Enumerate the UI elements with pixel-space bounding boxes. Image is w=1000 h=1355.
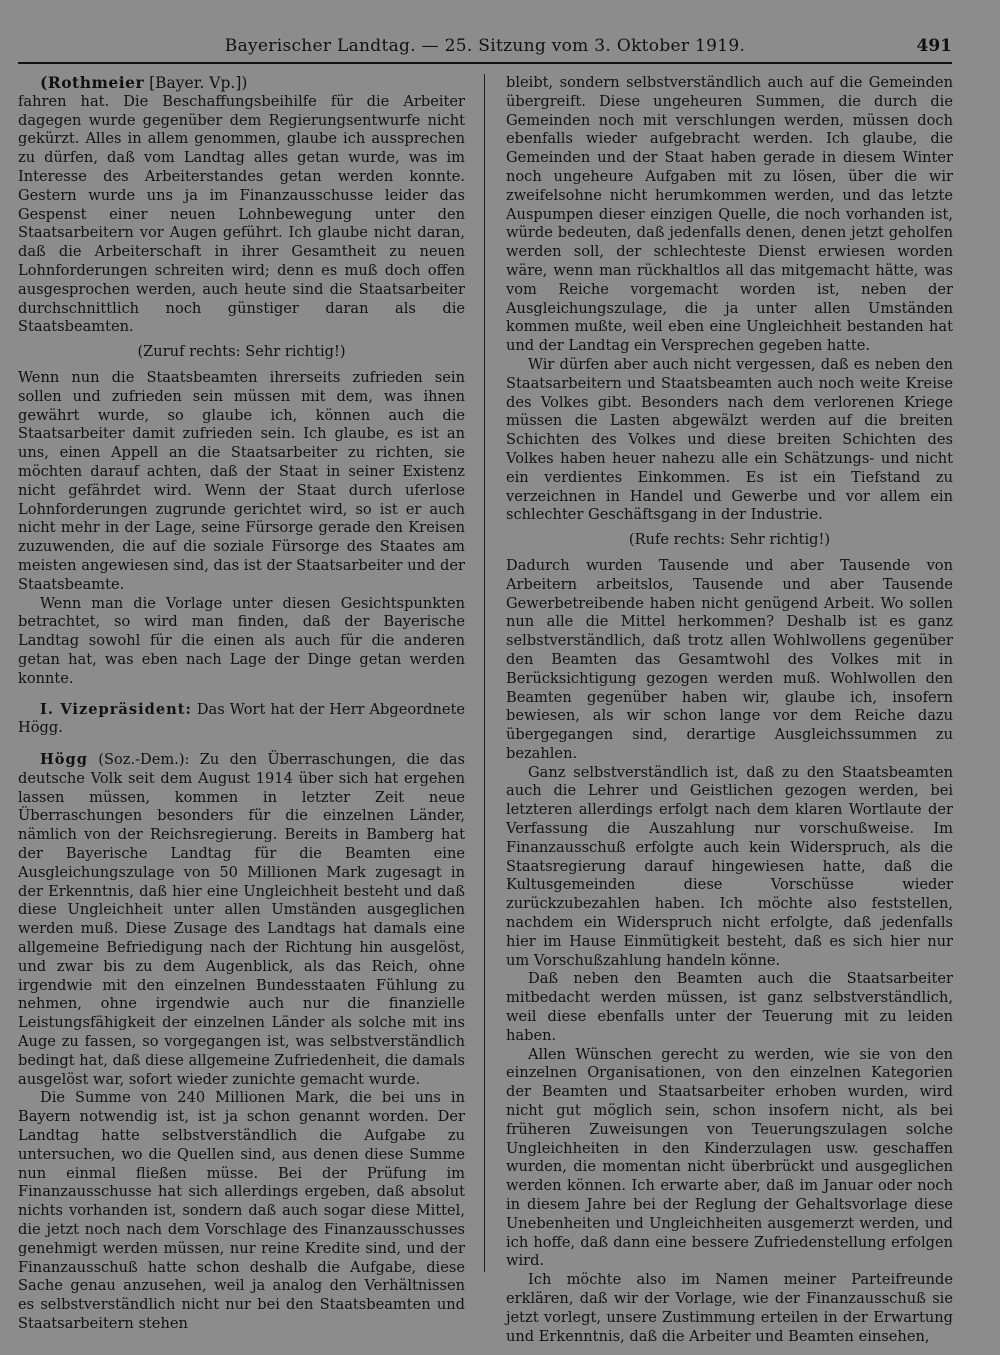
interjection: (Zuruf rechts: Sehr richtig!) — [137, 343, 346, 361]
speech-text: (Soz.-Dem.): Zu den Überraschungen, die das deutsche Volk seit dem August 1914 über sich hat ergehen lassen müssen, kommen in letzter Zeit neue Überraschungen besonders für die einzelnen Länder, nämlich von der Reichsregierung. Bereits in Bamberg hat der Bayerische Landtag für die Beamten eine Ausgleichungszulage von 50 Millionen Mark zugesagt in der Erkenntnis, daß hier eine Ungleichheit besteht und daß diese Ungleichheit unter allen Umständen ausgeglichen werden muß. Diese Zusage des Landtags hat damals eine allgemeine Befriedigung nach der Richtung hin ausgelöst, und zwar bis zu dem Augenblick, als das Reich, ohne irgendwie mit den einzelnen Bundesstaaten Fühlung zu nehmen, ohne irgendwie auch nur die finanzielle Leistungsfähigkeit der einzelnen Länder als solche mit ins Auge zu fassen, so vorgegangen ist, was selbstverständlich bedingt hat, daß diese allgemeine Zufriedenheit, die damals ausgelöst war, sofort wieder zunichte gemacht wurde. — [18, 751, 466, 1088]
paragraph: Ich möchte also im Namen meiner Parteifreunde erklären, daß wir der Vorlage, wie der Finanzausschuß sie jetzt vorlegt, unsere Zustimmung erteilen in der Erwartung und Erkenntnis, daß die Arbeiter und Beamten einsehen, — [506, 1271, 953, 1345]
paragraph: Wenn man die Vorlage unter diesen Gesichtspunkten betrachtet, so wird man finden, daß der Bayerische Landtag sowohl für die einen als auch für die anderen getan hat, was eben nach Lage der Dinge getan werden konnte. — [18, 594, 465, 687]
speaker-party: [Bayer. Vp.]) — [149, 74, 248, 92]
paragraph: Allen Wünschen gerecht zu werden, wie sie von den einzelnen Organisationen, von den einzelnen Kategorien der Beamten und Staatsarbeiter erhoben wurden, wird nicht gut möglich sein, schon insofern nicht, als bei früheren Zuweisungen von Teuerungszulagen solche Ungleichheiten in den Kinderzulagen usw. geschaffen wurden, die momentan nicht überbrückt und ausgeglichen werden können. Ich erwarte aber, daß im Januar oder noch in diesem Jahre bei der Reglung der Gehaltsvorlage diese Unebenheiten und Ungleichheiten ausgemerzt werden, und ich hoffe, daß dann eine bessere Zufriedenstellung erfolgen wird. — [506, 1045, 953, 1270]
speaker-continuation-heading — [18, 74, 465, 93]
paragraph: Die Summe von 240 Millionen Mark, die bei uns in Bayern notwendig ist, ist ja schon genannt worden. Der Landtag hatte selbstverständlich die Aufgabe zu untersuchen, wo die Quellen sind, aus denen diese Summe nun einmal fließen müsse. Bei der Prüfung im Finanzausschusse hat sich allerdings ergeben, daß absolut nichts vorhanden ist, sondern daß auch sogar diese Mittel, die jetzt noch nach dem Vorschlage des Finanzausschusses genehmigt werden müssen, nur reine Kredite sind, und der Finanzausschuß hatte schon deshalb die Aufgabe, diese Sache genau anzusehen, weil ja analog den Verhältnissen es selbstverständlich nicht nur bei den Staatsbeamten und Staatsarbeitern stehen — [18, 1089, 465, 1332]
running-title: Bayerischer Landtag. — 25. Sitzung vom 3. Oktober 1919. — [224, 36, 746, 56]
vice-president-remark — [18, 701, 465, 739]
interjection: (Rufe rechts: Sehr richtig!) — [628, 531, 831, 549]
column-divider — [484, 74, 485, 1272]
paragraph: Dadurch wurden Tausende und aber Tausende von Arbeitern arbeitslos, Tausende und aber Tausende Gewerbetreibende haben nicht genügend Arbeit. Wo sollen nun alle die Mittel herkommen? Deshalb ist es ganz selbstverständlich, daß trotz allen Wohlwollens gegenüber den Beamten das Gesamtwohl des Volkes mit in Berücksichtigung gezogen werden muß. Wohlwollen den Beamten gegenüber haben wir, glaube ich, insofern bewiesen, als wir schon lange vor dem Reiche dazu übergegangen sind, derartige Ausgleichssummen zu bezahlen. — [506, 556, 953, 762]
speaker-name: Högg — [40, 751, 88, 769]
page-header — [18, 34, 952, 64]
speech-hoegg — [18, 751, 465, 1089]
paragraph: Ganz selbstverständlich ist, daß zu den Staatsbeamten auch die Lehrer und Geistlichen gezogen werden, bei letzteren allerdings erfolgt nach dem klaren Wortlaute der Verfassung die Auszahlung nur vorschußweise. Im Finanzausschuß erfolgte auch kein Widerspruch, als die Staatsregierung darauf hingewiesen hatte, daß die Kultusgemeinden diese Vorschüsse wieder zurückzubezahlen haben. Ich möchte also feststellen, nachdem ein Widerspruch nicht erfolgte, daß jedenfalls hier im Hause Einmütigkeit besteht, daß es sich hier nur um Vorschußzahlung handeln könne. — [506, 763, 953, 969]
page-number: 491 — [916, 36, 952, 56]
left-column — [18, 74, 465, 1334]
paragraph: Daß neben den Beamten auch die Staatsarbeiter mitbedacht werden müssen, ist ganz selbstverständlich, weil diese ebenfalls unter der Teuerung mit zu leiden haben. — [506, 970, 953, 1044]
right-column — [506, 74, 953, 1346]
paragraph: fahren hat. Die Beschaffungsbeihilfe für die Arbeiter dagegen wurde gegenüber dem Regierungsentwurfe nicht gekürzt. Alles in allem genommen, glaube ich aussprechen zu dürfen, daß vom Landtag alles getan wurde, was im Interesse des Arbeiterstandes getan werden konnte. Gestern wurde uns ja im Finanzausschusse leider das Gespenst einer neuen Lohnbewegung unter den Staatsarbeitern vor Augen geführt. Ich glaube nicht daran, daß die Arbeiterschaft in ihrer Gesamtheit zu neuen Lohnforderungen schreiten wird; denn es muß doch offen ausgesprochen werden, auch heute sind die Staatsarbeiter durchschnittlich noch günstiger daran als die Staatsbeamten. — [18, 92, 465, 336]
vice-president-text: Das Wort hat der Herr Abgeordnete Högg. — [18, 700, 465, 737]
paragraph: Wir dürfen aber auch nicht vergessen, daß es neben den Staatsarbeitern und Staatsbeamten auch noch weite Kreise des Volkes gibt. Besonders nach dem verlorenen Kriege müssen die Lasten abgewälzt werden auf die breiten Schichten des Volkes und diese breiten Schichten des Volkes haben heuer nahezu alle ein Schätzungs- und nicht ein verdientes Einkommen. Es ist ein Tiefstand zu verzeichnen in Handel und Gewerbe und vor allem ein schlechter Geschäftsgang in der Industrie. — [506, 355, 953, 524]
vice-president-label: I. Vizepräsident: — [40, 700, 192, 718]
speaker-name: (Rothmeier — [40, 73, 145, 92]
paragraph: Wenn nun die Staatsbeamten ihrerseits zufrieden sein sollen und zufrieden sein müssen mit dem, was ihnen gewährt wurde, so glaube ich, können auch die Staatsarbeiter damit zufrieden sein. Ich glaube, es ist an uns, einen Appell an die Staatsarbeiter zu richten, sie möchten darauf achten, daß der Staat in seiner Existenz nicht gefährdet wird. Wenn der Staat durch uferlose Lohnforderungen zugrunde gerichtet wird, so ist er auch nicht mehr in der Lage, seine Fürsorge gerade den Kreisen zuzuwenden, die auf die soziale Fürsorge des Staates am meisten angewiesen sind, das ist der Staatsarbeiter und der Staatsbeamte. — [18, 368, 465, 593]
paragraph: bleibt, sondern selbstverständlich auch auf die Gemeinden übergreift. Diese ungeheuren Summen, die durch die Gemeinden noch mit verschlungen werden, müssen doch ebenfalls wieder aufgebracht werden. Ich glaube, die Gemeinden und der Staat haben gerade in diesem Winter noch ungeheure Aufgaben mit zu lösen, über die wir zweifelsohne nicht herumkommen werden, und das letzte Auspumpen dieser einzigen Quelle, die noch vorhanden ist, würde bedeuten, daß jedenfalls denen, denen jetzt geholfen werden soll, der schlechteste Dienst erwiesen worden wäre, wenn man rückhaltlos all das mitgemacht hätte, was vom Reiche vorgemacht worden ist, neben der Ausgleichungszulage, die ja unter allen Umständen kommen mußte, weil eben eine Ungleichheit bestanden hat und der Landtag ein Versprechen gegeben hatte. — [506, 74, 953, 355]
